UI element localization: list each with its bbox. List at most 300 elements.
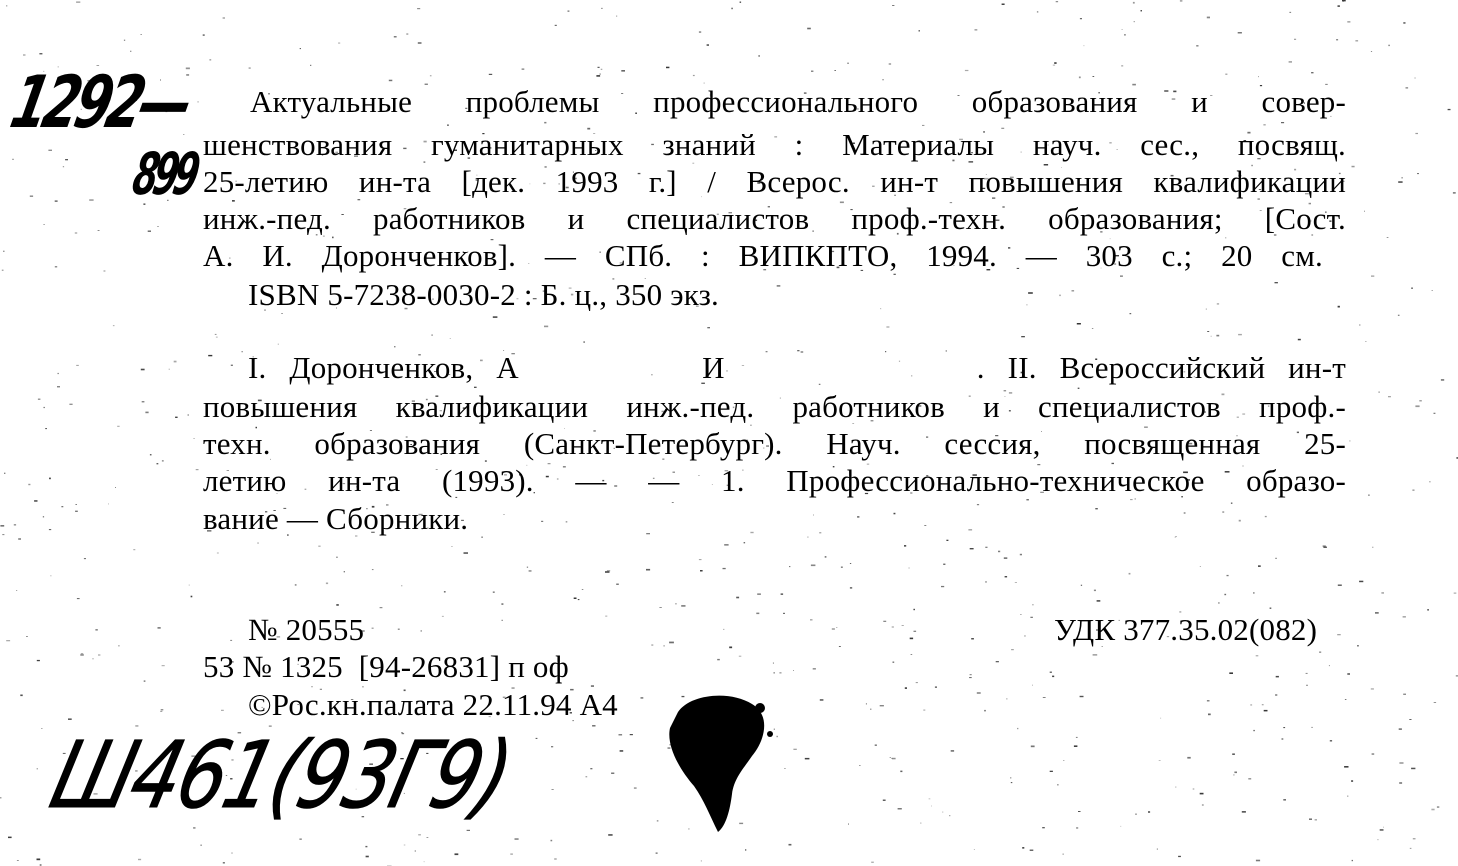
speckle bbox=[1054, 62, 1056, 64]
speckle bbox=[970, 548, 974, 549]
speckle bbox=[616, 584, 619, 586]
speckle bbox=[857, 516, 859, 517]
speckle bbox=[739, 656, 742, 657]
speckle bbox=[113, 325, 115, 326]
speckle bbox=[1253, 730, 1255, 731]
speckle bbox=[1175, 537, 1177, 538]
speckle bbox=[1184, 512, 1186, 513]
speckle bbox=[1232, 753, 1235, 755]
speckle bbox=[910, 638, 913, 640]
speckle bbox=[444, 591, 446, 592]
main-entry-line-5: А. И. Доронченков]. — СПб. : ВИПКПТО, 1994. — 303 с.; 20 см. bbox=[203, 238, 1323, 273]
speckle bbox=[1388, 396, 1391, 397]
speckle bbox=[115, 487, 116, 488]
speckle bbox=[1406, 87, 1409, 89]
speckle bbox=[985, 582, 987, 583]
speckle bbox=[1262, 704, 1264, 705]
speckle bbox=[1206, 309, 1207, 310]
speckle bbox=[1227, 575, 1229, 576]
speckle bbox=[1010, 778, 1011, 779]
speckle bbox=[841, 567, 843, 568]
speckle bbox=[630, 734, 633, 735]
speckle bbox=[675, 603, 676, 604]
speckle bbox=[281, 313, 283, 314]
speckle bbox=[758, 55, 760, 57]
speckle bbox=[1338, 306, 1340, 308]
speckle bbox=[619, 734, 623, 735]
speckle bbox=[37, 768, 38, 769]
speckle bbox=[1344, 766, 1348, 768]
speckle bbox=[510, 854, 513, 855]
speckle bbox=[1218, 602, 1220, 604]
speckle bbox=[805, 758, 810, 760]
speckle bbox=[819, 532, 821, 533]
speckle bbox=[6, 5, 7, 6]
speckle bbox=[666, 67, 669, 69]
speckle bbox=[1315, 819, 1317, 820]
speckle bbox=[916, 682, 918, 683]
speckle bbox=[50, 576, 51, 577]
speckle bbox=[949, 815, 950, 816]
speckle bbox=[1120, 276, 1123, 277]
speckle bbox=[1050, 771, 1053, 772]
card-number: № 20555 bbox=[248, 612, 365, 647]
speckle bbox=[893, 662, 895, 663]
speckle bbox=[124, 40, 125, 41]
handwritten-call-number: 1292— bbox=[4, 60, 197, 144]
speckle bbox=[922, 125, 924, 126]
speckle bbox=[493, 316, 498, 318]
speckle bbox=[1122, 29, 1123, 30]
speckle bbox=[1409, 719, 1411, 720]
speckle bbox=[231, 853, 232, 854]
speckle bbox=[489, 74, 492, 75]
speckle bbox=[555, 25, 557, 26]
speckle bbox=[811, 565, 816, 567]
speckle bbox=[1178, 856, 1181, 857]
speckle bbox=[1441, 379, 1444, 380]
speckle bbox=[880, 309, 881, 310]
speckle bbox=[756, 613, 759, 615]
speckle bbox=[1207, 17, 1210, 19]
speckle bbox=[1372, 753, 1375, 755]
speckle bbox=[942, 812, 943, 813]
speckle bbox=[1211, 336, 1212, 337]
speckle bbox=[1415, 78, 1416, 79]
speckle bbox=[941, 586, 944, 587]
speckle bbox=[502, 620, 503, 621]
speckle bbox=[1448, 109, 1451, 110]
speckle bbox=[789, 844, 792, 846]
speckle bbox=[1265, 516, 1267, 517]
speckle bbox=[1410, 848, 1412, 849]
speckle bbox=[1342, 0, 1346, 1]
speckle bbox=[621, 70, 625, 71]
speckle bbox=[1377, 840, 1379, 841]
speckle bbox=[943, 564, 945, 565]
speckle bbox=[773, 672, 775, 674]
speckle bbox=[1351, 780, 1353, 782]
speckle bbox=[1076, 737, 1078, 738]
speckle bbox=[169, 369, 170, 370]
speckle bbox=[1381, 592, 1384, 593]
speckle bbox=[882, 79, 884, 80]
main-entry-line-1: Актуальные проблемы профессионального образования и совер- bbox=[250, 84, 1346, 119]
speckle bbox=[424, 862, 425, 863]
speckle bbox=[1427, 609, 1429, 610]
speckle bbox=[832, 628, 835, 629]
speckle bbox=[914, 631, 917, 632]
speckle bbox=[418, 42, 422, 44]
speckle bbox=[890, 757, 891, 758]
speckle bbox=[8, 837, 12, 839]
speckle bbox=[1130, 313, 1132, 314]
speckle bbox=[889, 63, 891, 65]
speckle bbox=[217, 553, 219, 554]
speckle bbox=[69, 404, 72, 405]
speckle bbox=[80, 654, 84, 655]
speckle bbox=[1020, 554, 1022, 556]
speckle bbox=[372, 628, 374, 629]
speckle bbox=[599, 74, 601, 75]
speckle bbox=[807, 28, 811, 30]
speckle bbox=[607, 570, 610, 571]
speckle bbox=[1380, 829, 1384, 830]
speckle bbox=[598, 67, 600, 68]
speckle bbox=[789, 566, 790, 567]
speckle bbox=[464, 552, 469, 554]
speckle bbox=[601, 69, 603, 70]
speckle bbox=[1411, 288, 1413, 289]
speckle bbox=[1080, 696, 1084, 697]
speckle bbox=[969, 677, 972, 678]
speckle bbox=[880, 705, 884, 706]
speckle bbox=[875, 744, 877, 746]
speckle bbox=[118, 645, 120, 646]
speckle bbox=[898, 808, 902, 810]
speckle bbox=[1141, 10, 1143, 11]
speckle bbox=[669, 642, 674, 644]
speckle bbox=[394, 36, 397, 38]
speckle bbox=[1388, 45, 1390, 46]
tracing-line-2: повышения квалификации инж.-пед. работников и специалистов проф.- bbox=[203, 389, 1346, 424]
speckle bbox=[1330, 740, 1332, 741]
speckle bbox=[3, 251, 4, 252]
speckle bbox=[230, 640, 232, 641]
speckle bbox=[406, 33, 408, 35]
speckle bbox=[174, 361, 177, 363]
speckle bbox=[544, 122, 546, 124]
speckle bbox=[191, 596, 193, 598]
speckle bbox=[1011, 782, 1013, 783]
speckle bbox=[1371, 276, 1374, 277]
speckle bbox=[1076, 827, 1078, 829]
speckle bbox=[34, 500, 37, 502]
speckle bbox=[1289, 12, 1291, 13]
speckle bbox=[536, 738, 538, 739]
speckle bbox=[1283, 727, 1285, 728]
speckle bbox=[300, 48, 301, 49]
speckle bbox=[924, 525, 926, 526]
speckle bbox=[566, 522, 568, 523]
speckle bbox=[1074, 745, 1078, 747]
speckle bbox=[1231, 503, 1233, 504]
speckle bbox=[138, 859, 141, 860]
speckle bbox=[847, 63, 849, 64]
main-entry-line-3: 25-летию ин-та [дек. 1993 г.] / Всерос. ин-т повышения квалификации bbox=[203, 164, 1346, 199]
speckle bbox=[427, 837, 429, 838]
speckle bbox=[0, 797, 1, 798]
speckle bbox=[996, 661, 999, 662]
speckle bbox=[724, 544, 728, 546]
speckle bbox=[221, 710, 224, 711]
speckle bbox=[43, 224, 44, 225]
speckle bbox=[850, 587, 852, 588]
speckle bbox=[1256, 655, 1259, 656]
isbn-line: ISBN 5-7238-0030-2 : Б. ц., 350 экз. bbox=[248, 277, 720, 312]
speckle bbox=[923, 710, 925, 711]
speckle bbox=[1238, 32, 1242, 34]
speckle bbox=[699, 559, 702, 560]
speckle bbox=[811, 71, 813, 73]
speckle bbox=[1159, 760, 1161, 761]
speckle bbox=[140, 34, 142, 35]
speckle bbox=[26, 636, 28, 637]
speckle bbox=[162, 665, 165, 666]
speckle bbox=[965, 70, 969, 71]
speckle bbox=[442, 616, 444, 617]
speckle bbox=[1032, 605, 1034, 606]
speckle bbox=[203, 34, 205, 36]
speckle bbox=[793, 670, 794, 671]
speckle bbox=[200, 845, 202, 846]
speckle bbox=[208, 355, 212, 356]
speckle bbox=[892, 758, 896, 760]
tracing-line-1: I. Доронченков, А И . II. Всероссийский ин-т bbox=[248, 350, 1346, 385]
speckle bbox=[380, 607, 383, 608]
speckle bbox=[1275, 558, 1277, 559]
speckle bbox=[77, 598, 80, 599]
speckle bbox=[1200, 793, 1204, 795]
speckle bbox=[481, 537, 483, 538]
speckle bbox=[175, 417, 178, 418]
speckle bbox=[1415, 133, 1418, 134]
tracing-line-3: техн. образования (Санкт-Петербург). Науч. сессия, посвященная 25- bbox=[203, 426, 1346, 461]
speckle bbox=[813, 515, 814, 516]
speckle bbox=[65, 159, 68, 160]
speckle bbox=[95, 629, 97, 630]
speckle bbox=[89, 199, 93, 201]
speckle bbox=[586, 776, 588, 777]
speckle bbox=[215, 334, 217, 335]
speckle bbox=[1349, 441, 1350, 442]
main-entry-line-4: инж.-пед. работников и специалистов проф.-техн. образования; [Сост. bbox=[203, 201, 1346, 236]
speckle bbox=[1372, 547, 1373, 548]
speckle bbox=[278, 344, 279, 345]
speckle bbox=[1157, 849, 1158, 850]
speckle bbox=[299, 839, 301, 840]
speckle bbox=[935, 686, 937, 688]
speckle bbox=[1403, 616, 1406, 617]
speckle bbox=[1352, 860, 1353, 861]
speckle bbox=[130, 51, 131, 52]
speckle bbox=[295, 585, 297, 586]
speckle bbox=[568, 11, 570, 12]
speckle bbox=[43, 407, 45, 408]
speckle bbox=[1323, 547, 1327, 549]
speckle bbox=[1399, 762, 1403, 764]
tracing-line-4: летию ин-та (1993). — — 1. Профессионально-техническое образо- bbox=[203, 463, 1346, 498]
speckle bbox=[1347, 796, 1348, 797]
speckle bbox=[977, 692, 981, 693]
speckle bbox=[1364, 211, 1365, 212]
speckle bbox=[1412, 490, 1414, 491]
speckle bbox=[61, 506, 63, 507]
speckle bbox=[781, 593, 784, 595]
speckle bbox=[1256, 860, 1260, 862]
speckle bbox=[430, 76, 432, 77]
speckle bbox=[707, 327, 710, 328]
udk-code: УДК 377.35.02(082) bbox=[1054, 612, 1318, 647]
speckle bbox=[605, 616, 607, 617]
speckle bbox=[1133, 2, 1135, 4]
speckle bbox=[57, 386, 60, 387]
speckle bbox=[984, 710, 986, 712]
speckle bbox=[894, 513, 896, 515]
speckle bbox=[707, 44, 709, 46]
speckle bbox=[1006, 699, 1007, 700]
speckle bbox=[55, 201, 58, 202]
speckle bbox=[418, 834, 421, 835]
speckle bbox=[336, 557, 338, 558]
speckle bbox=[1270, 608, 1272, 609]
speckle bbox=[902, 625, 904, 626]
speckle bbox=[1309, 819, 1312, 820]
speckle bbox=[850, 563, 851, 564]
speckle bbox=[1148, 811, 1150, 812]
speckle bbox=[1216, 335, 1219, 337]
speckle bbox=[133, 549, 135, 550]
speckle bbox=[783, 613, 785, 614]
speckle bbox=[223, 17, 225, 18]
speckle bbox=[578, 599, 580, 600]
speckle bbox=[592, 725, 595, 726]
speckle bbox=[1419, 400, 1422, 401]
speckle bbox=[590, 768, 592, 769]
speckle bbox=[552, 789, 554, 790]
speckle bbox=[757, 593, 761, 595]
speckle bbox=[16, 590, 17, 591]
speckle bbox=[651, 644, 653, 645]
speckle bbox=[493, 591, 495, 593]
speckle bbox=[892, 5, 894, 6]
speckle bbox=[4, 473, 5, 474]
speckle bbox=[515, 838, 519, 840]
speckle bbox=[904, 545, 906, 547]
speckle bbox=[1283, 799, 1286, 801]
speckle bbox=[839, 646, 841, 647]
speckle bbox=[1175, 787, 1176, 788]
speckle bbox=[744, 542, 746, 543]
speckle bbox=[975, 29, 978, 30]
speckle bbox=[1225, 74, 1227, 75]
speckle bbox=[527, 567, 528, 568]
speckle bbox=[977, 504, 979, 505]
speckle bbox=[58, 373, 59, 374]
speckle bbox=[1059, 295, 1061, 297]
speckle bbox=[1242, 811, 1246, 813]
speckle bbox=[736, 597, 739, 599]
speckle bbox=[45, 428, 47, 429]
speckle bbox=[1004, 558, 1008, 559]
speckle bbox=[1371, 51, 1372, 52]
speckle bbox=[450, 338, 451, 339]
speckle bbox=[249, 68, 251, 69]
speckle bbox=[2, 270, 4, 271]
speckle bbox=[1079, 77, 1081, 79]
speckle bbox=[1030, 850, 1034, 852]
speckle bbox=[717, 659, 720, 660]
speckle bbox=[157, 463, 159, 464]
speckle bbox=[49, 478, 51, 480]
speckle bbox=[1387, 237, 1389, 238]
handwritten-call-number-sub: 899 bbox=[128, 140, 201, 208]
speckle bbox=[1217, 303, 1219, 304]
handwritten-shelf-mark: Ш461(93Г9) bbox=[41, 722, 522, 829]
speckle bbox=[1403, 22, 1405, 23]
speckle bbox=[1238, 334, 1242, 335]
speckle bbox=[529, 570, 532, 571]
speckle bbox=[1094, 590, 1096, 592]
speckle bbox=[49, 529, 51, 530]
speckle bbox=[1258, 76, 1259, 77]
speckle bbox=[723, 568, 726, 569]
speckle bbox=[1250, 705, 1252, 706]
speckle bbox=[1276, 676, 1279, 678]
speckle bbox=[883, 800, 886, 802]
speckle bbox=[108, 504, 109, 505]
speckle bbox=[813, 668, 816, 670]
speckle bbox=[1121, 65, 1123, 66]
speckle bbox=[951, 750, 954, 752]
speckle bbox=[656, 853, 658, 854]
speckle bbox=[1196, 45, 1198, 46]
speckle bbox=[946, 540, 948, 541]
speckle bbox=[700, 570, 703, 572]
speckle bbox=[223, 862, 225, 863]
speckle bbox=[1434, 413, 1436, 414]
speckle bbox=[1134, 22, 1135, 23]
speckle bbox=[84, 558, 86, 559]
speckle bbox=[1338, 5, 1340, 7]
speckle bbox=[1053, 65, 1055, 66]
speckle bbox=[12, 159, 14, 160]
speckle bbox=[1097, 600, 1101, 602]
speckle bbox=[1298, 339, 1301, 341]
speckle bbox=[310, 65, 311, 66]
speckle bbox=[892, 626, 894, 627]
speckle bbox=[1207, 331, 1209, 332]
speckle bbox=[1366, 341, 1367, 342]
speckle bbox=[1371, 688, 1374, 689]
speckle bbox=[985, 547, 987, 548]
speckle bbox=[194, 438, 195, 439]
speckle bbox=[1063, 760, 1064, 761]
speckle bbox=[104, 271, 106, 272]
speckle bbox=[1311, 727, 1312, 728]
speckle bbox=[162, 460, 164, 461]
speckle bbox=[825, 556, 827, 557]
